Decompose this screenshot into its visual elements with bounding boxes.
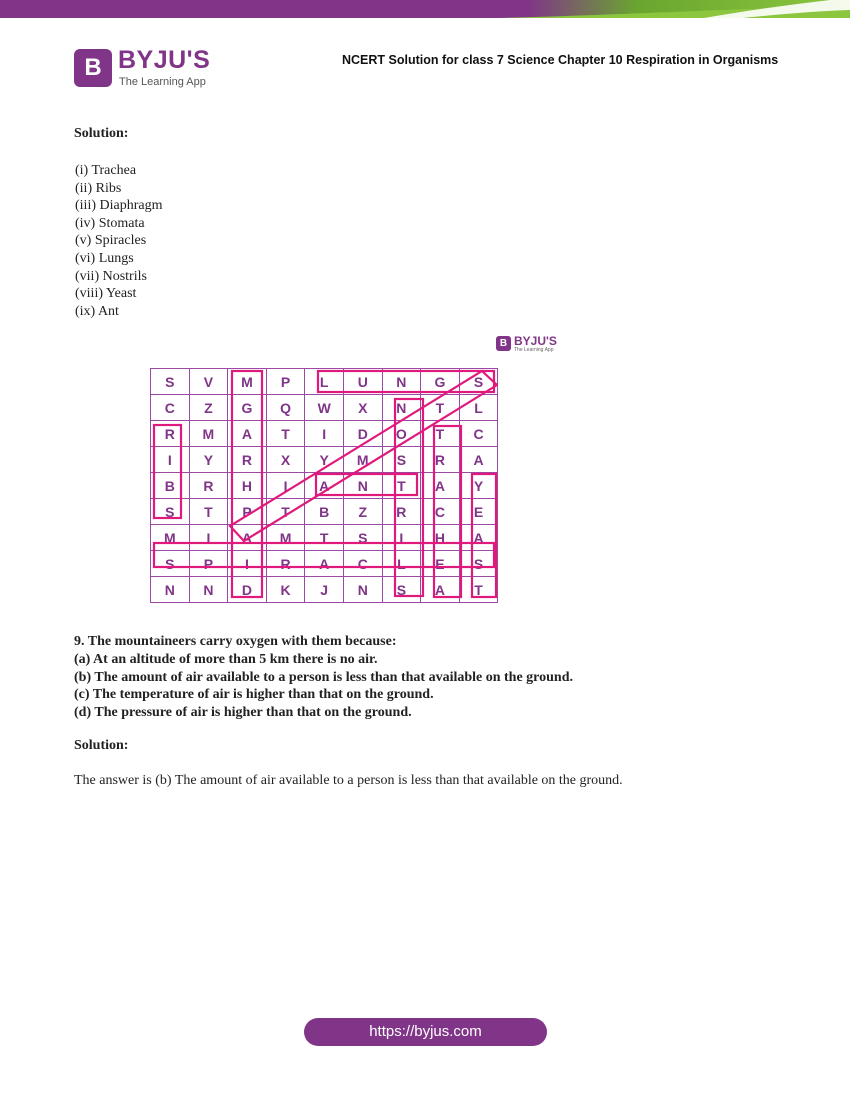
puzzle-cell: L bbox=[460, 395, 499, 421]
logo-tagline: The Learning App bbox=[119, 76, 206, 88]
list-item: (iv) Stomata bbox=[75, 215, 145, 231]
puzzle-cell: H bbox=[228, 473, 267, 499]
answer-list bbox=[75, 162, 162, 320]
puzzle-cell: R bbox=[383, 499, 422, 525]
puzzle-cell: E bbox=[460, 499, 499, 525]
puzzle-cell: I bbox=[267, 473, 306, 499]
puzzle-cell: S bbox=[460, 551, 499, 577]
word-search-puzzle bbox=[150, 368, 498, 602]
byjus-logo bbox=[74, 46, 224, 91]
footer-url-link[interactable]: https://byjus.com bbox=[304, 1018, 547, 1046]
list-item: (ix) Ant bbox=[75, 303, 119, 319]
puzzle-cell: S bbox=[460, 369, 499, 395]
solution-heading: Solution: bbox=[74, 126, 129, 141]
puzzle-cell: T bbox=[421, 421, 460, 447]
puzzle-logo bbox=[496, 336, 576, 354]
puzzle-cell: D bbox=[344, 421, 383, 447]
solution-heading-2: Solution: bbox=[74, 738, 129, 753]
puzzle-cell: M bbox=[344, 447, 383, 473]
puzzle-cell: M bbox=[228, 369, 267, 395]
puzzle-cell: Y bbox=[305, 447, 344, 473]
puzzle-cell: S bbox=[151, 369, 190, 395]
puzzle-cell: I bbox=[383, 525, 422, 551]
list-item: (vii) Nostrils bbox=[75, 268, 147, 284]
list-item: (i) Trachea bbox=[75, 163, 137, 178]
puzzle-cell: P bbox=[267, 369, 306, 395]
puzzle-cell: P bbox=[190, 551, 229, 577]
question-block bbox=[74, 633, 573, 722]
puzzle-cell: R bbox=[421, 447, 460, 473]
logo-brand: BYJU'S bbox=[118, 46, 211, 74]
puzzle-cell: A bbox=[305, 551, 344, 577]
puzzle-cell: C bbox=[421, 499, 460, 525]
puzzle-cell: V bbox=[190, 369, 229, 395]
puzzle-cell: A bbox=[460, 447, 499, 473]
puzzle-logo-brand: BYJU'S bbox=[514, 334, 557, 348]
puzzle-cell: S bbox=[383, 577, 422, 603]
puzzle-cell: E bbox=[421, 551, 460, 577]
puzzle-cell: T bbox=[190, 499, 229, 525]
puzzle-cell: L bbox=[383, 551, 422, 577]
answer-text: The answer is (b) The amount of air available to a person is less than that available on the ground. bbox=[74, 773, 623, 788]
list-item: (vi) Lungs bbox=[75, 250, 134, 266]
puzzle-cell: A bbox=[228, 525, 267, 551]
puzzle-cell: R bbox=[267, 551, 306, 577]
puzzle-cell: X bbox=[344, 395, 383, 421]
question-option: (c) The temperature of air is higher than that on the ground. bbox=[74, 687, 434, 703]
puzzle-cell: I bbox=[190, 525, 229, 551]
question-option: (b) The amount of air available to a person is less than that available on the ground. bbox=[74, 669, 574, 685]
puzzle-logo-mark: B bbox=[496, 336, 511, 351]
puzzle-cell: T bbox=[305, 525, 344, 551]
puzzle-grid bbox=[150, 368, 498, 603]
puzzle-cell: I bbox=[305, 421, 344, 447]
puzzle-cell: P bbox=[228, 499, 267, 525]
puzzle-cell: B bbox=[151, 473, 190, 499]
puzzle-cell: A bbox=[228, 421, 267, 447]
puzzle-cell: T bbox=[421, 395, 460, 421]
puzzle-cell: U bbox=[344, 369, 383, 395]
puzzle-cell: A bbox=[421, 577, 460, 603]
puzzle-cell: C bbox=[460, 421, 499, 447]
puzzle-cell: X bbox=[267, 447, 306, 473]
puzzle-cell: N bbox=[383, 395, 422, 421]
puzzle-cell: D bbox=[228, 577, 267, 603]
puzzle-cell: Z bbox=[344, 499, 383, 525]
puzzle-cell: A bbox=[305, 473, 344, 499]
puzzle-cell: L bbox=[305, 369, 344, 395]
puzzle-cell: B bbox=[305, 499, 344, 525]
puzzle-cell: T bbox=[460, 577, 499, 603]
list-item: (ii) Ribs bbox=[75, 180, 122, 196]
puzzle-cell: W bbox=[305, 395, 344, 421]
puzzle-cell: N bbox=[190, 577, 229, 603]
puzzle-cell: I bbox=[151, 447, 190, 473]
puzzle-cell: N bbox=[383, 369, 422, 395]
logo-mark: B bbox=[74, 49, 112, 87]
question-option: (d) The pressure of air is higher than that on the ground. bbox=[74, 705, 412, 721]
puzzle-cell: I bbox=[228, 551, 267, 577]
list-item: (iii) Diaphragm bbox=[75, 198, 163, 214]
puzzle-cell: M bbox=[151, 525, 190, 551]
top-color-band bbox=[0, 0, 850, 30]
puzzle-cell: Y bbox=[460, 473, 499, 499]
puzzle-cell: N bbox=[344, 577, 383, 603]
question-option: (a) At an altitude of more than 5 km there is no air. bbox=[74, 651, 378, 667]
puzzle-cell: C bbox=[344, 551, 383, 577]
question-title: 9. The mountaineers carry oxygen with them because: bbox=[74, 634, 397, 649]
puzzle-cell: A bbox=[421, 473, 460, 499]
puzzle-cell: S bbox=[151, 551, 190, 577]
puzzle-cell: J bbox=[305, 577, 344, 603]
puzzle-cell: Z bbox=[190, 395, 229, 421]
page-title: NCERT Solution for class 7 Science Chapter 10 Respiration in Organisms bbox=[342, 53, 779, 67]
puzzle-cell: M bbox=[190, 421, 229, 447]
puzzle-cell: T bbox=[267, 499, 306, 525]
puzzle-cell: Q bbox=[267, 395, 306, 421]
puzzle-cell: N bbox=[151, 577, 190, 603]
puzzle-cell: K bbox=[267, 577, 306, 603]
puzzle-cell: R bbox=[190, 473, 229, 499]
puzzle-cell: S bbox=[344, 525, 383, 551]
puzzle-cell: T bbox=[267, 421, 306, 447]
puzzle-logo-tagline: The Learning App bbox=[514, 347, 554, 353]
puzzle-cell: S bbox=[151, 499, 190, 525]
puzzle-cell: R bbox=[151, 421, 190, 447]
puzzle-cell: O bbox=[383, 421, 422, 447]
list-item: (v) Spiracles bbox=[75, 233, 147, 249]
puzzle-cell: R bbox=[228, 447, 267, 473]
puzzle-cell: A bbox=[460, 525, 499, 551]
puzzle-cell: G bbox=[421, 369, 460, 395]
puzzle-cell: C bbox=[151, 395, 190, 421]
puzzle-cell: S bbox=[383, 447, 422, 473]
list-item: (viii) Yeast bbox=[75, 286, 137, 302]
puzzle-cell: Y bbox=[190, 447, 229, 473]
puzzle-cell: M bbox=[267, 525, 306, 551]
puzzle-cell: T bbox=[383, 473, 422, 499]
puzzle-cell: N bbox=[344, 473, 383, 499]
puzzle-cell: G bbox=[228, 395, 267, 421]
puzzle-cell: H bbox=[421, 525, 460, 551]
